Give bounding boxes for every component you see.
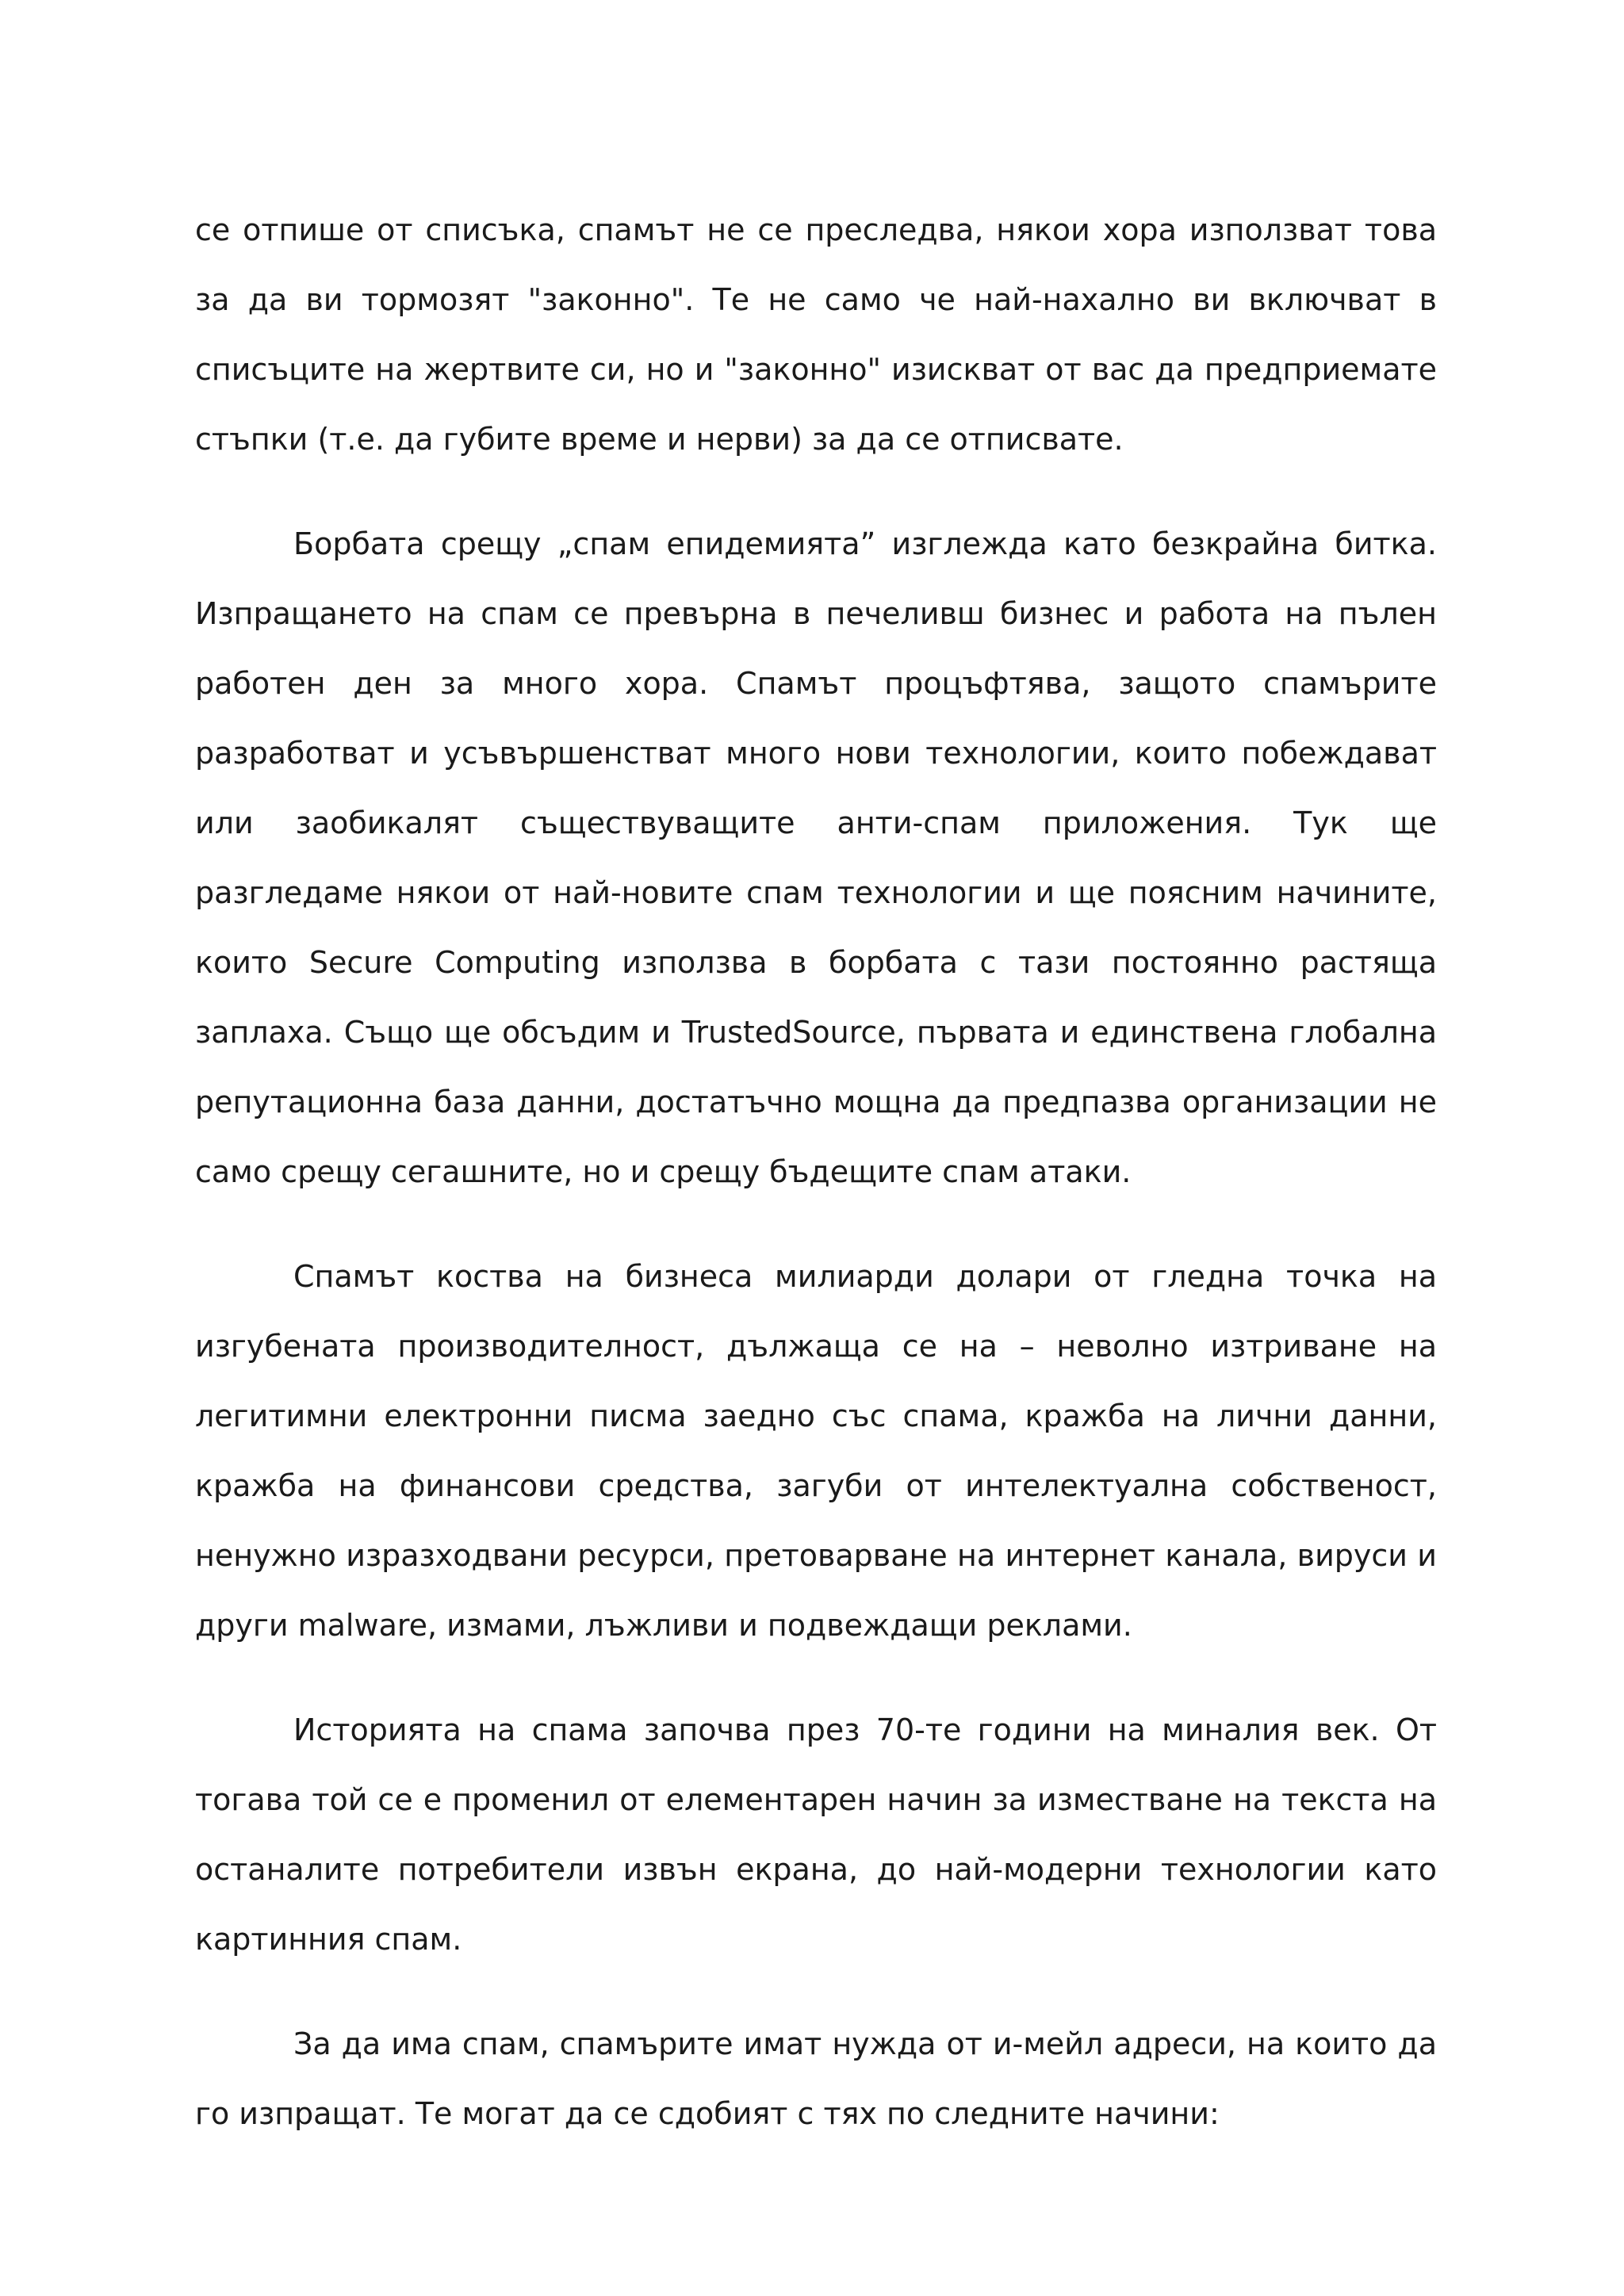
document-body bbox=[195, 195, 1437, 2183]
paragraph-email-addresses: За да има спам, спамърите имат нужда от и-мейл адреси, на които да го изпращат. Те могат да се сдобият с тях по следните начини: bbox=[195, 2026, 1437, 2131]
paragraph-spam-epidemic: Борбата срещу „спам епидемията” изглежда като безкрайна битка. Изпращането на спам се превърна в печеливш бизнес и работа на пълен работен ден за много хора. Спамът процъфтява, защото спамърите разработват и усъвършенстват много нови технологии, които побеждават или заобикалят съществуващите анти-спам приложения. Тук ще разгледаме някои от най-новите спам технологии и ще поясним начините, които Secure Computing използва в борбата с тази постоянно растяща заплаха. Също ще обсъдим и TrustedSource, първата и единствена глобална репутационна база данни, достатъчно мощна да предпазва организации не само срещу сегашните, но и срещу бъдещите спам атаки. bbox=[195, 526, 1437, 1189]
paragraph-spam-history: Историята на спама започва през 70-те години на миналия век. От тогава той се е променил от елементарен начин за изместване на текста на останалите потребители извън екрана, до най-модерни технологии като картинния спам. bbox=[195, 1712, 1437, 1957]
paragraph-continued: се отпише от списъка, спамът не се преследва, някои хора използват това за да ви тормозят "законно". Те не само че най-нахално ви включват в списъците на жертвите си, но и "законно" изискват от вас да предприемате стъпки (т.е. да губите време и нерви) за да се отписвате. bbox=[195, 212, 1437, 457]
paragraph-spam-cost: Спамът коства на бизнеса милиарди долари от гледна точка на изгубената производителност, дължаща се на – неволно изтриване на легитимни електронни писма заедно със спама, кражба на лични данни, кражба на финансови средства, загуби от интелектуална собственост, ненужно изразходвани ресурси, претоварване на интернет канала, вируси и други malware, измами, лъжливи и подвеждащи реклами. bbox=[195, 1259, 1437, 1643]
